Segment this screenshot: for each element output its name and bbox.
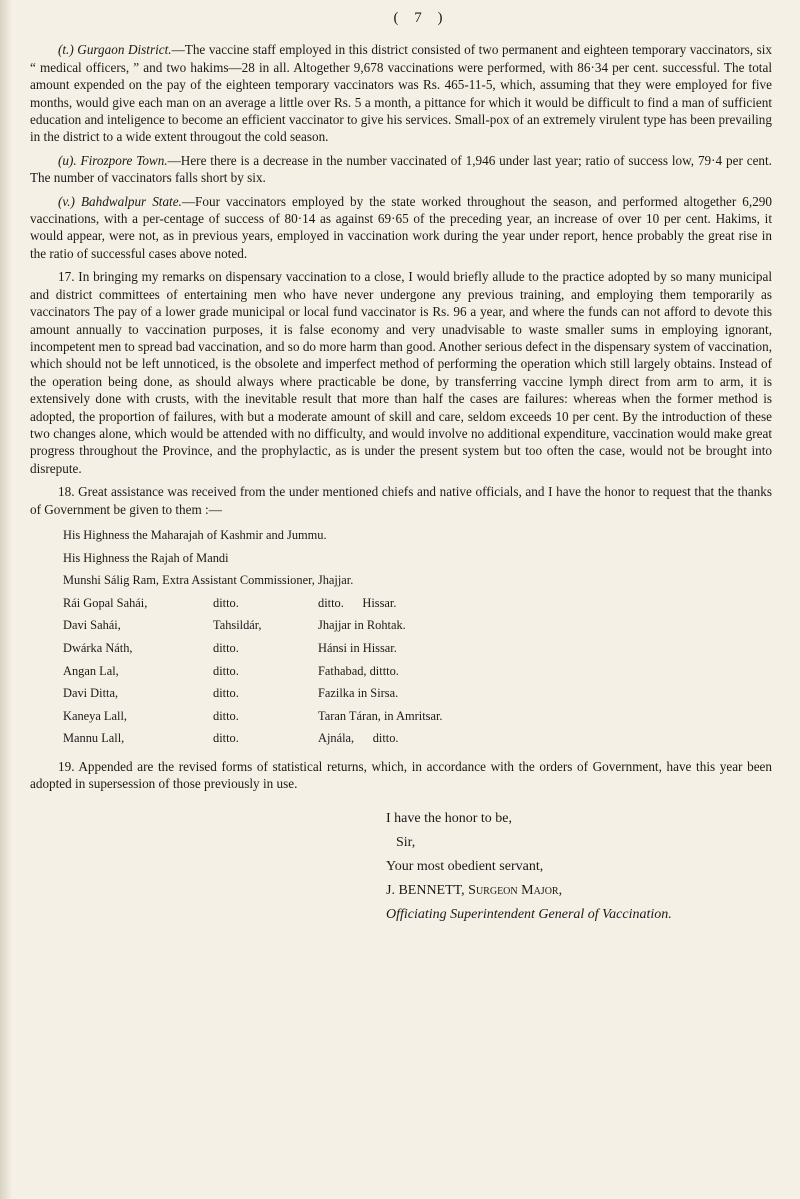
thanks-name: Angan Lal, — [63, 663, 119, 678]
thanks-title: ditto. — [213, 663, 239, 678]
thanks-place: ditto. Hissar. — [318, 595, 397, 610]
gurgaon-text: —The vaccine staff employed in this district consisted of two permanent and eighteen temporary vaccinators, six “ medical officers, ” and two hakims—28 in all. Altogether 9,678 vaccinations were performed, with 86·34 per cent. successful. The total amount expended on the pay of the eighteen temporary vaccinators was Rs. 465-11-5, which, assuming that they were employed for five months, would give each man on an average a little over Rs. 5 a month, a pittance for which it would be difficult to find a man of sufficient education and inteligence to become an efficient vaccinator to give his services. Small-pox of an extremely virulent type has been prevailing in the district to a wide extent througout the cold season. — [30, 42, 772, 145]
thanks-row — [63, 727, 772, 750]
thanks-title: ditto. — [213, 640, 239, 655]
thanks-title: ditto. — [213, 686, 239, 701]
page-edge-shadow — [0, 0, 12, 1199]
thanks-list — [63, 524, 772, 750]
page-number: ( 7 ) — [393, 10, 449, 26]
thanks-name: Dwárka Náth, — [63, 640, 133, 655]
paragraph-18: 18. Great assistance was received from the under mentioned chiefs and native officials, and I have the honor to request that the thanks of Government be given to them :— — [30, 484, 772, 517]
thanks-row — [63, 682, 772, 705]
thanks-title: ditto. — [213, 731, 239, 746]
thanks-row — [63, 614, 772, 637]
document-page — [30, 10, 772, 927]
thanks-line-mandi: His Highness the Rajah of Mandi — [63, 550, 229, 565]
signature-name: J. BENNETT, Surgeon Major, — [386, 882, 563, 898]
thanks-title: ditto. — [213, 595, 239, 610]
signature-office: Officiating Superintendent General of Vaccination. — [386, 906, 672, 922]
thanks-line-kashmir: His Highness the Maharajah of Kashmir and Jummu. — [63, 527, 327, 542]
thanks-title: Tahsildár, — [213, 618, 262, 633]
thanks-place: Hánsi in Hissar. — [318, 640, 397, 655]
thanks-name: Kaneya Lall, — [63, 708, 127, 723]
signature-servant: Your most obedient servant, — [386, 858, 544, 874]
paragraph-bahawalpur — [30, 193, 772, 263]
paragraph-17: 17. In bringing my remarks on dispensary vaccination to a close, I would briefly allude to the practice adopted by so many municipal and district committees of entertaining men who have never undergone any previous training, and employing them temporarily as vaccinators The pay of a lower grade municipal or local fund vaccinator is Rs. 96 a year, and where the funds can not afford to devote this amount annually to vaccination purposes, it is false economy and very unadvisable to waste smaller sums in employing ignorant, incompetent men to spread bad vaccination, and so do more harm than good. Another serious defect in the dispensary system of vaccination, which should not be left unnoticed, is the obsolete and imperfect method of performing the operation which still largely obtains. Instead of the operation being done, as should always where practicable be done, by transferring vaccine lymph direct from arm to arm, it is extensively done with crusts, with the inevitable result that more than half the cases are failures: whereas when the former method is adopted, the proportion of failures, with but a moderate amount of skill and care, seldom exceeds 10 per cent. By the introduction of these two changes alone, which would be attended with no difficulty, and would involve no additional expenditure, vaccination would make great progress throughout the Province, and the prophylactic, as is under the present system but too often the case, would not be brought into disrepute. — [30, 269, 772, 476]
thanks-title: ditto. — [213, 708, 239, 723]
signature-closing: I have the honor to be, — [386, 810, 512, 826]
thanks-place: Taran Táran, in Amritsar. — [318, 708, 443, 723]
thanks-name: Davi Ditta, — [63, 686, 119, 701]
thanks-row — [63, 592, 772, 615]
thanks-line-salig-ram: Munshi Sálig Ram, Extra Assistant Commissioner, Jhajjar. — [63, 573, 354, 588]
bahawalpur-text: —Four vaccinators employed by the state worked throughout the season, and performed altogether 6,290 vaccinations, with a per-centage of success of 80·14 as against 69·65 of the preceding year, an increase of over 10 per cent. Hakims, it would appear, were not, as in previous years, employed in vaccination work during the year under report, hence probably the great rise in the ratio of successful cases above noted. — [30, 193, 772, 261]
thanks-place: Jhajjar in Rohtak. — [318, 618, 406, 633]
thanks-name: Rái Gopal Sahái, — [63, 595, 148, 610]
paragraph-19: 19. Appended are the revised forms of statistical returns, which, in accordance with the orders of Government, have this year been adopted in supersession of those previously in use. — [30, 758, 772, 792]
thanks-row — [63, 660, 772, 683]
bahawalpur-label: (v.) Bahdwalpur State. — [58, 193, 182, 209]
thanks-name: Davi Sahái, — [63, 618, 121, 633]
thanks-place: Fathabad, dittto. — [318, 663, 399, 678]
thanks-place: Fazilka in Sirsa. — [318, 686, 399, 701]
paragraph-firozpore — [30, 152, 772, 187]
paragraph-gurgaon — [30, 41, 772, 145]
gurgaon-label: (t.) Gurgaon District. — [58, 42, 172, 58]
thanks-row — [63, 705, 772, 728]
thanks-row — [63, 637, 772, 660]
firozpore-text: —Here there is a decrease in the number vaccinated of 1,946 under last year; ratio of success low, 79·4 per cent. The number of vaccinators falls short by six. — [30, 152, 772, 186]
thanks-place: Ajnála, ditto. — [318, 731, 399, 746]
firozpore-label: (u). Firozpore Town. — [58, 152, 168, 168]
signature-block — [386, 807, 772, 927]
thanks-name: Mannu Lall, — [63, 731, 125, 746]
signature-salutation: Sir, — [396, 834, 416, 850]
